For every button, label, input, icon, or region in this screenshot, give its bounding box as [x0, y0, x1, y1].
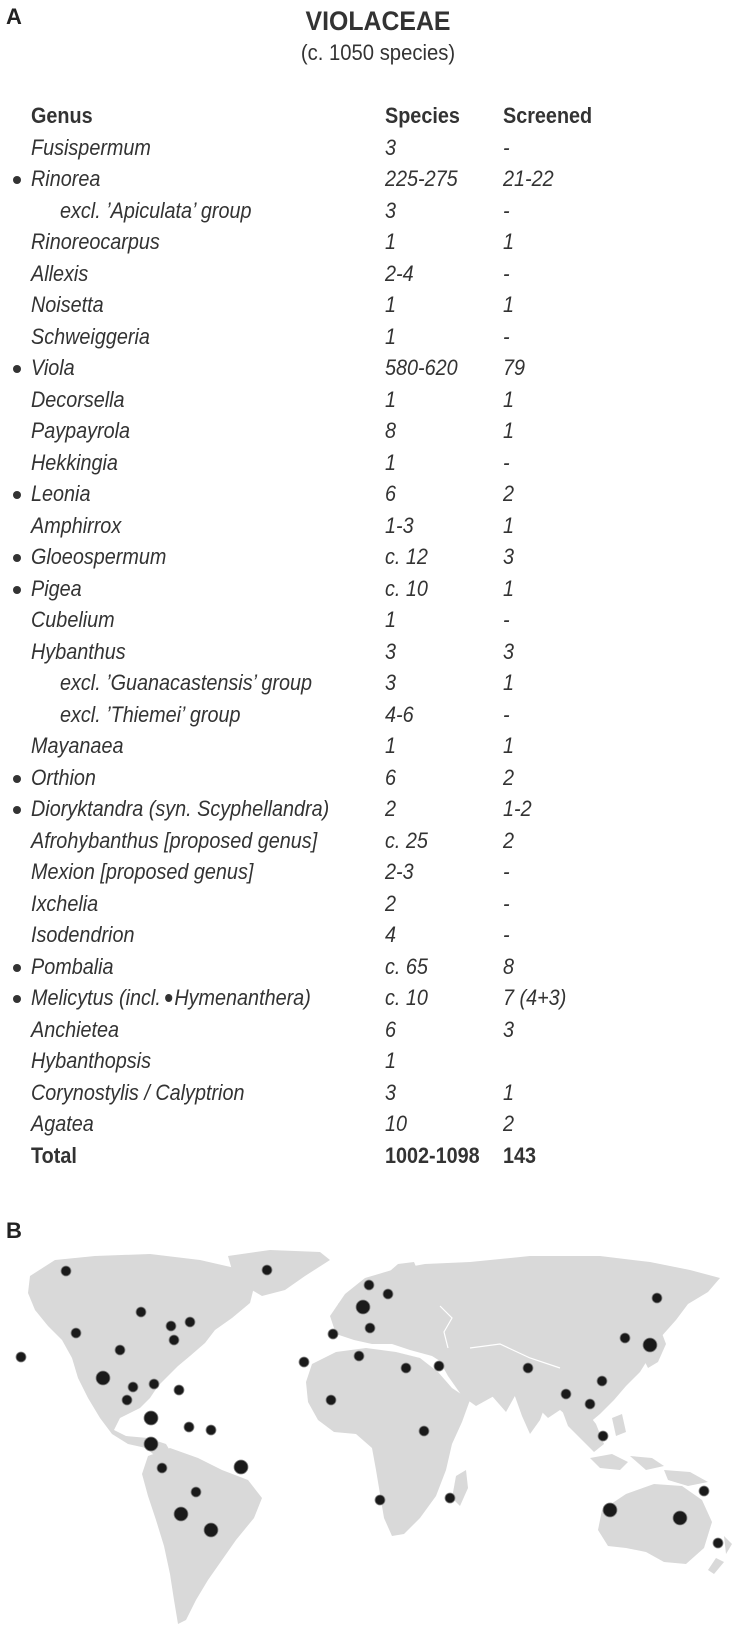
- table-row: [0, 636, 756, 668]
- screened-count: -: [503, 890, 510, 916]
- species-count: 580-620: [385, 355, 458, 380]
- genus-text: Paypayrola: [31, 418, 131, 443]
- location-dot: [354, 1351, 364, 1361]
- screened-count: 1: [503, 733, 515, 758]
- location-dot: [115, 1345, 125, 1355]
- species-count: 1: [385, 386, 397, 412]
- table-row: [0, 195, 756, 227]
- table-row: [0, 384, 756, 416]
- header-genus: Genus: [31, 103, 93, 128]
- screened-genus-bullet: [13, 491, 21, 499]
- world-landmasses: [28, 1250, 732, 1624]
- table-row: [0, 163, 756, 195]
- location-dot: [174, 1507, 188, 1521]
- location-dot: [149, 1379, 159, 1389]
- location-dot: [128, 1382, 138, 1392]
- genus-suffix: Hymenanthera): [174, 985, 311, 1010]
- species-count: 225-275: [385, 166, 458, 191]
- screened-count: 2: [503, 827, 515, 853]
- genus-name: [60, 667, 312, 699]
- genus-text: Corynostylis / Calyptrion: [31, 1079, 245, 1105]
- genus-text: Dioryktandra (syn. Scyphellandra): [31, 796, 330, 821]
- panel-a-label: A: [6, 4, 22, 29]
- screened-count: -: [503, 134, 510, 160]
- table-row: [0, 793, 756, 825]
- table-row: [0, 699, 756, 731]
- figure-title: VIOLACEAE: [305, 6, 451, 36]
- location-dot: [597, 1376, 607, 1386]
- screened-count: -: [503, 701, 510, 727]
- species-count: 1: [385, 229, 397, 254]
- genus-text: Hybanthopsis: [31, 1048, 151, 1073]
- location-dot: [620, 1333, 630, 1343]
- genus-name: [31, 352, 75, 384]
- location-dot: [561, 1389, 571, 1399]
- location-dot: [328, 1329, 338, 1339]
- location-dot: [191, 1487, 201, 1497]
- genus-name: [31, 541, 166, 573]
- total-species: 1002-1098: [385, 1142, 480, 1168]
- genus-name: [31, 856, 253, 888]
- screened-genus-bullet: [13, 176, 21, 184]
- genus-text: Isodendrion: [31, 922, 135, 947]
- location-dot: [673, 1511, 687, 1525]
- landmass-new-guinea: [664, 1470, 708, 1486]
- location-dot: [299, 1357, 309, 1367]
- genus-text: Afrohybanthus [proposed genus]: [31, 827, 318, 853]
- genus-text: Amphirrox: [31, 512, 122, 538]
- species-count: 3: [385, 1079, 397, 1105]
- screened-count: 1: [503, 512, 515, 538]
- genus-text: Fusispermum: [31, 134, 151, 160]
- species-count: 2-4: [385, 260, 414, 286]
- location-dot: [184, 1422, 194, 1432]
- table-row: [0, 888, 756, 920]
- genus-name: [31, 793, 329, 825]
- genus-text: Cubelium: [31, 607, 115, 632]
- screened-count: 7 (4+3): [503, 985, 567, 1010]
- species-count: 8: [385, 418, 397, 443]
- screened-count: -: [503, 197, 510, 223]
- genus-text: Rinoreocarpus: [31, 229, 160, 254]
- screened-count: 79: [503, 355, 526, 380]
- screened-genus-bullet: [165, 994, 172, 1002]
- screened-genus-bullet: [13, 365, 21, 373]
- species-count: c. 65: [385, 953, 428, 979]
- screened-genus-bullet: [13, 586, 21, 594]
- screened-count: -: [503, 449, 510, 475]
- table-row: [0, 415, 756, 447]
- table-header-row: [0, 100, 756, 132]
- genus-text: Schweiggeria: [31, 323, 150, 349]
- header-species: Species: [385, 103, 460, 128]
- table-row: [0, 604, 756, 636]
- genus-name: [31, 636, 126, 668]
- location-dot: [383, 1289, 393, 1299]
- landmass-south-america: [142, 1448, 262, 1624]
- table-row: [0, 258, 756, 290]
- location-dot: [713, 1538, 723, 1548]
- species-count: 6: [385, 481, 397, 506]
- genus-name: [60, 195, 252, 227]
- table-row: [0, 1108, 756, 1140]
- genus-name: [31, 163, 100, 195]
- location-dot: [699, 1486, 709, 1496]
- location-dot: [122, 1395, 132, 1405]
- screened-genus-bullet: [13, 775, 21, 783]
- table-row: [0, 982, 756, 1014]
- genus-text: Pombalia: [31, 953, 114, 979]
- landmass-australia: [598, 1484, 712, 1564]
- genus-text: Hekkingia: [31, 449, 118, 475]
- location-dot: [157, 1463, 167, 1473]
- table-row: [0, 1045, 756, 1077]
- table-row: [0, 321, 756, 353]
- table-row: [0, 825, 756, 857]
- genus-text: Mexion [proposed genus]: [31, 859, 254, 884]
- screened-genus-bullet: [13, 554, 21, 562]
- screened-count: 1: [503, 575, 515, 601]
- screened-count: -: [503, 922, 510, 947]
- genus-name: [31, 951, 114, 983]
- screened-count: 2: [503, 481, 515, 506]
- screened-count: -: [503, 323, 510, 349]
- genus-text: Agatea: [31, 1111, 94, 1136]
- genus-name: [31, 573, 82, 605]
- screened-count: 1: [503, 386, 515, 412]
- landmass-north-america: [28, 1254, 255, 1460]
- genus-name: [31, 1077, 244, 1109]
- table-total-row: [0, 1140, 756, 1172]
- screened-count: 1-2: [503, 796, 532, 821]
- genus-text: excl. ’Thiemei’ group: [60, 701, 241, 727]
- location-dot: [144, 1437, 158, 1451]
- species-count: c. 10: [385, 985, 428, 1010]
- location-dot: [262, 1265, 272, 1275]
- genus-text: excl. ’Guanacastensis’ group: [60, 670, 313, 695]
- genus-name: [31, 919, 134, 951]
- table-row: [0, 951, 756, 983]
- genus-text: Orthion: [31, 764, 96, 790]
- species-count: 1: [385, 1048, 397, 1073]
- screened-count: 21-22: [503, 166, 554, 191]
- table-row: [0, 352, 756, 384]
- genus-text: Hybanthus: [31, 638, 126, 664]
- figure-subtitle: (c. 1050 species): [300, 40, 456, 65]
- genus-text: Decorsella: [31, 386, 125, 412]
- location-dot: [174, 1385, 184, 1395]
- species-count: 1: [385, 292, 397, 317]
- species-count: c. 25: [385, 827, 428, 853]
- species-count: 3: [385, 670, 397, 695]
- table-row: [0, 762, 756, 794]
- genus-name: [31, 321, 150, 353]
- table-row: [0, 667, 756, 699]
- screened-count: 3: [503, 638, 515, 664]
- table-row: [0, 447, 756, 479]
- location-dot: [364, 1280, 374, 1290]
- genus-name: [31, 415, 130, 447]
- location-dot: [234, 1460, 248, 1474]
- table-row: [0, 1077, 756, 1109]
- location-dot: [61, 1266, 71, 1276]
- location-dot: [136, 1307, 146, 1317]
- screened-count: 2: [503, 1111, 515, 1136]
- table-row: [0, 132, 756, 164]
- species-count: 2-3: [385, 859, 414, 884]
- location-dot: [166, 1321, 176, 1331]
- screened-genus-bullet: [13, 964, 21, 972]
- genus-name: [60, 699, 240, 731]
- genus-text: Anchietea: [31, 1016, 120, 1042]
- genus-text: Noisetta: [31, 292, 104, 317]
- location-dot: [204, 1523, 218, 1537]
- species-count: c. 10: [385, 575, 428, 601]
- species-count: 1: [385, 323, 397, 349]
- table-row: [0, 730, 756, 762]
- location-dot: [585, 1399, 595, 1409]
- genus-name: [31, 825, 317, 857]
- genus-text: Mayanaea: [31, 733, 124, 758]
- table-row: [0, 919, 756, 951]
- screened-count: 3: [503, 544, 515, 569]
- world-distribution-map: [0, 1248, 756, 1627]
- screened-count: 8: [503, 953, 515, 979]
- table-row: [0, 573, 756, 605]
- location-dot: [365, 1323, 375, 1333]
- table-row: [0, 1014, 756, 1046]
- species-count: 1: [385, 733, 397, 758]
- location-dot: [375, 1495, 385, 1505]
- screened-count: 2: [503, 764, 515, 790]
- genus-name: [31, 1045, 151, 1077]
- species-count: c. 12: [385, 544, 428, 569]
- location-dot: [419, 1426, 429, 1436]
- genus-name: [31, 1108, 94, 1140]
- genus-text: Melicytus (incl.: [31, 985, 161, 1010]
- genus-text: Pigea: [31, 575, 82, 601]
- species-count: 6: [385, 1016, 397, 1042]
- location-dot: [523, 1363, 533, 1373]
- genus-text: Ixchelia: [31, 890, 99, 916]
- genus-name: [31, 888, 98, 920]
- table-row: [0, 478, 756, 510]
- location-dot: [356, 1300, 370, 1314]
- location-dot: [401, 1363, 411, 1373]
- screened-count: -: [503, 260, 510, 286]
- species-count: 6: [385, 764, 397, 790]
- genus-text: Leonia: [31, 481, 91, 506]
- landmass-africa: [306, 1348, 470, 1536]
- location-dot: [144, 1411, 158, 1425]
- location-dot: [71, 1328, 81, 1338]
- species-count: 1: [385, 607, 397, 632]
- genus-name: [31, 132, 151, 164]
- species-count: 4-6: [385, 701, 414, 727]
- genus-name: [31, 258, 88, 290]
- genus-name: [31, 604, 115, 636]
- location-dot: [206, 1425, 216, 1435]
- screened-count: 1: [503, 1079, 515, 1105]
- total-label: Total: [31, 1142, 77, 1168]
- location-dot: [169, 1335, 179, 1345]
- genus-name: [31, 1014, 119, 1046]
- table-row: [0, 541, 756, 573]
- species-count: 3: [385, 638, 397, 664]
- species-count: 10: [385, 1111, 408, 1136]
- genus-name: [31, 762, 96, 794]
- screened-count: -: [503, 607, 510, 632]
- location-dot: [598, 1431, 608, 1441]
- table-row: [0, 510, 756, 542]
- location-dot: [652, 1293, 662, 1303]
- location-dot: [603, 1503, 617, 1517]
- species-count: 1-3: [385, 512, 414, 538]
- species-count: 2: [385, 890, 397, 916]
- genus-name: [31, 730, 123, 762]
- screened-count: 1: [503, 670, 515, 695]
- table-row: [0, 856, 756, 888]
- genus-text: excl. ’Apiculata’ group: [60, 197, 252, 223]
- genus-name: [31, 289, 104, 321]
- location-dot: [185, 1317, 195, 1327]
- species-count: 3: [385, 197, 397, 223]
- species-count: 3: [385, 134, 397, 160]
- genus-text: Allexis: [31, 260, 89, 286]
- table-row: [0, 226, 756, 258]
- screened-count: 1: [503, 418, 515, 443]
- screened-count: -: [503, 859, 510, 884]
- genus-name: [31, 226, 160, 258]
- screened-count: 1: [503, 292, 515, 317]
- screened-count: 3: [503, 1016, 515, 1042]
- genus-name: [31, 478, 90, 510]
- genus-name: [31, 510, 121, 542]
- species-count: 2: [385, 796, 397, 821]
- location-dot: [445, 1493, 455, 1503]
- genus-text: Viola: [31, 355, 75, 380]
- screened-genus-bullet: [13, 995, 21, 1003]
- header-screened: Screened: [503, 103, 593, 128]
- location-dot: [16, 1352, 26, 1362]
- location-dot: [643, 1338, 657, 1352]
- genus-name: [31, 384, 125, 416]
- screened-count: 1: [503, 229, 515, 254]
- panel-b-label: B: [6, 1218, 22, 1243]
- species-count: 4: [385, 922, 397, 947]
- location-dot: [326, 1395, 336, 1405]
- genus-name: [31, 982, 311, 1014]
- genus-text: Rinorea: [31, 166, 101, 191]
- location-dot: [434, 1361, 444, 1371]
- genus-text: Gloeospermum: [31, 544, 167, 569]
- table-row: [0, 289, 756, 321]
- species-count: 1: [385, 449, 397, 475]
- total-screened: 143: [503, 1142, 537, 1168]
- location-dot: [96, 1371, 110, 1385]
- screened-genus-bullet: [13, 806, 21, 814]
- genus-name: [31, 447, 118, 479]
